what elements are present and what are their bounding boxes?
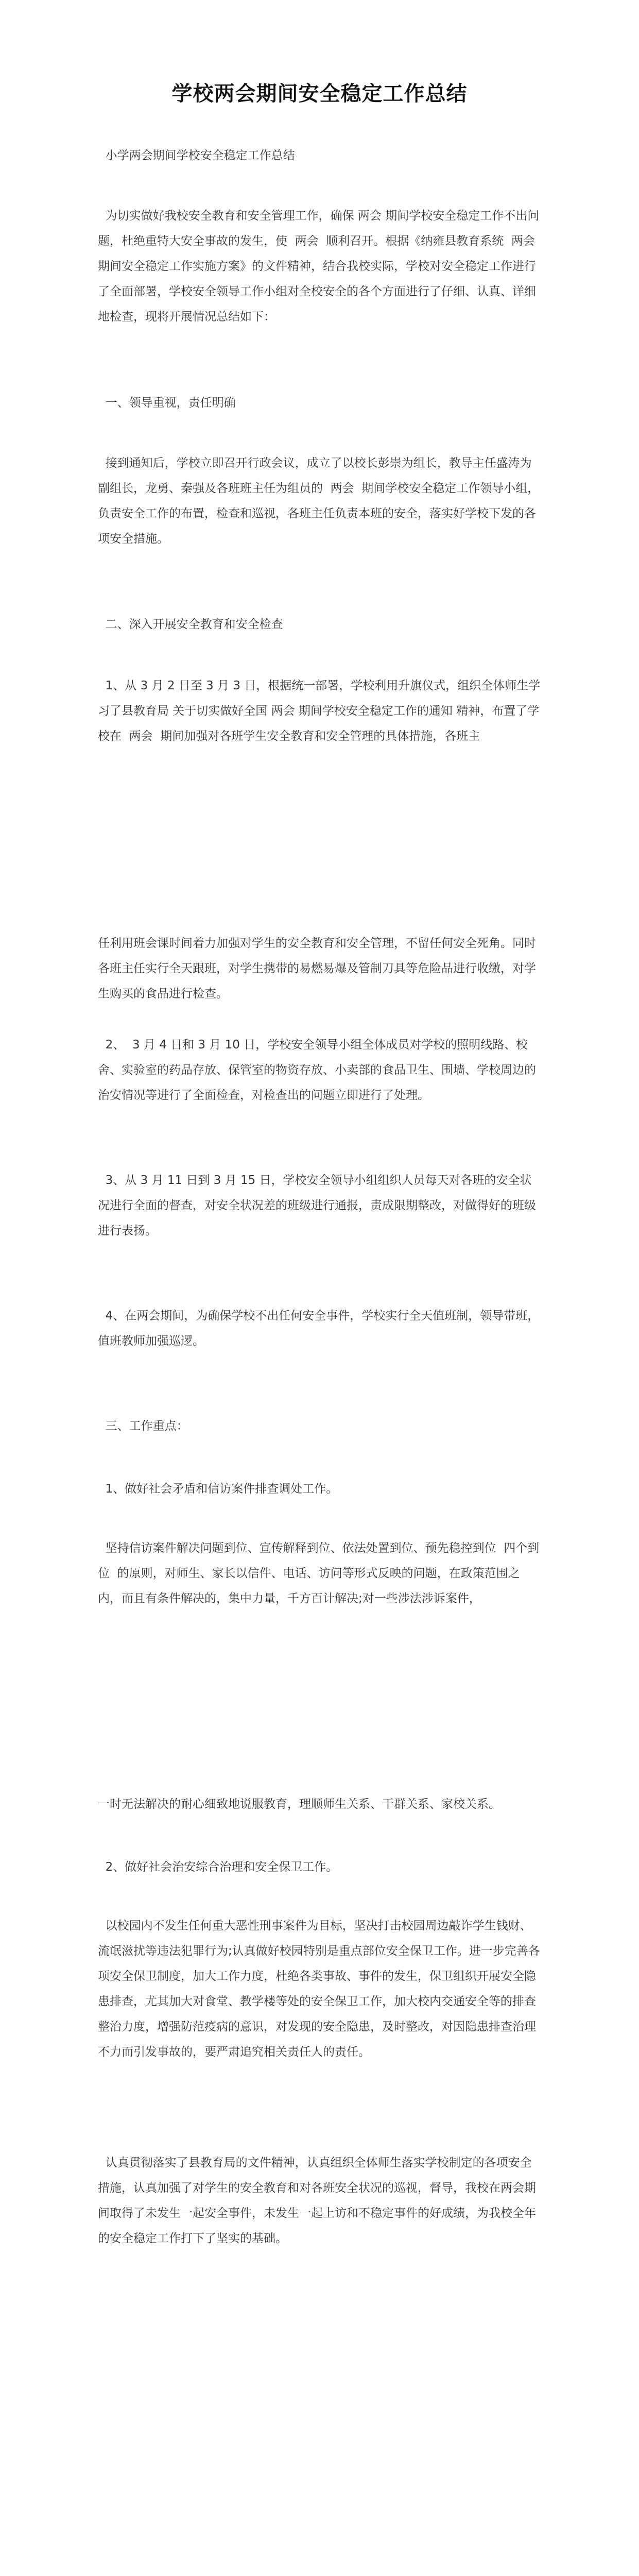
- point-1-body-part-2: 一时无法解决的耐心细致地说服教育，理顺师生关系、干群关系、家校关系。: [98, 1798, 500, 1811]
- point-1-body-part-1: 坚持信访案件解决问题到位、宣传解释到位、依法处置到位、预先稳控到位 四个到位 的原则，对师生、家长以信件、电话、访问等形式反映的问题，在政策范围之内，而且有条件解决的，集中力量，千方百计解决;对一些涉法涉诉案件，: [98, 1541, 540, 1605]
- item-1-part-2: 任利用班会课时间着力加强对学生的安全教育和安全管理，不留任何安全死角。同时各班主任实行全天跟班，对学生携带的易燃易爆及管制刀具等危险品进行收缴，对学生购买的食品进行检查。: [98, 937, 536, 1001]
- item-3-paragraph: 3、从 3 月 11 日到 3 月 15 日，学校安全领导小组组织人员每天对各班的安全状况进行全面的督查，对安全状况差的班级进行通报，责成限期整改，对做得好的班级进行表扬。: [98, 1174, 536, 1238]
- item-1-part-1: 1、从 3 月 2 日至 3 月 3 日，根据统一部署，学校利用升旗仪式，组织全体师生学习了县教育局 关于切实做好全国 两会 期间学校安全稳定工作的通知 精神，布置了学校在 两会 期间加强对各班学生安全教育和安全管理的具体措施，各班主: [98, 679, 541, 743]
- document-subtitle: 小学两会期间学校安全稳定工作总结: [98, 149, 295, 162]
- intro-paragraph: 为切实做好我校安全教育和安全管理工作，确保 两会 期间学校安全稳定工作不出问题，杜绝重特大安全事故的发生，使 两会 顺利召开。根据《纳雍县教育系统 两会 期间安全稳定工作实施方案》的文件精神，结合我校实际，学校对安全稳定工作进行了全面部署，学校安全领导工作小组对全校安全的各个方面进行了仔细、认真、详细地检查，现将开展情况总结如下：: [98, 209, 543, 324]
- point-1-heading: 1、做好社会矛盾和信访案件排查调处工作。: [98, 1482, 338, 1496]
- document-title: 学校两会期间安全稳定工作总结: [171, 81, 468, 106]
- point-2-body: 以校园内不发生任何重大恶性刑事案件为目标，坚决打击校园周边敲诈学生钱财、流氓滋扰等违法犯罪行为;认真做好校园特别是重点部位安全保卫工作。进一步完善各项安全保卫制度，加大工作力度，杜绝各类事故、事件的发生，保卫组织开展安全隐患排查，尤其加大对食堂、教学楼等处的安全保卫工作，加大校内交通安全等的排查整治力度，增强防范疫病的意识，对发现的安全隐患，及时整改，对因隐患排查治理不力而引发事故的，要严肃追究相关责任人的责任。: [98, 1919, 540, 2059]
- section-heading-education-inspection: 二、深入开展安全教育和安全检查: [98, 618, 283, 631]
- section-body-leadership: 接到通知后，学校立即召开行政会议，成立了以校长彭崇为组长，教导主任盛涛为副组长，龙勇、秦强及各班班主任为组员的 两会 期间学校安全稳定工作领导小组，负责安全工作的布置，检查和巡视，各班主任负责本班的安全，落实好学校下发的各项安全措施。: [98, 456, 540, 546]
- item-2-paragraph: 2、 3 月 4 日和 3 月 10 日，学校安全领导小组全体成员对学校的照明线路、校舍、实验室的药品存放、保管室的物资存放、小卖部的食品卫生、围墙、学校周边的治安情况等进行了全面检查，对检查出的问题立即进行了处理。: [98, 1038, 536, 1102]
- item-4-paragraph: 4、在两会期间，为确保学校不出任何安全事件，学校实行全天值班制，领导带班，值班教师加强巡逻。: [98, 1309, 540, 1348]
- closing-paragraph: 认真贯彻落实了县教育局的文件精神，认真组织全体师生落实学校制定的各项安全措施，认真加强了对学生的安全教育和对各班安全状况的巡视，督导，我校在两会期间取得了未发生一起安全事件，未发生一起上访和不稳定事件的好成绩，为我校全年的安全稳定工作打下了坚实的基础。: [98, 2156, 536, 2245]
- section-heading-leadership: 一、领导重视，责任明确: [98, 396, 236, 410]
- point-2-heading: 2、做好社会治安综合治理和安全保卫工作。: [98, 1860, 338, 1874]
- section-heading-key-tasks: 三、工作重点：: [98, 1419, 188, 1433]
